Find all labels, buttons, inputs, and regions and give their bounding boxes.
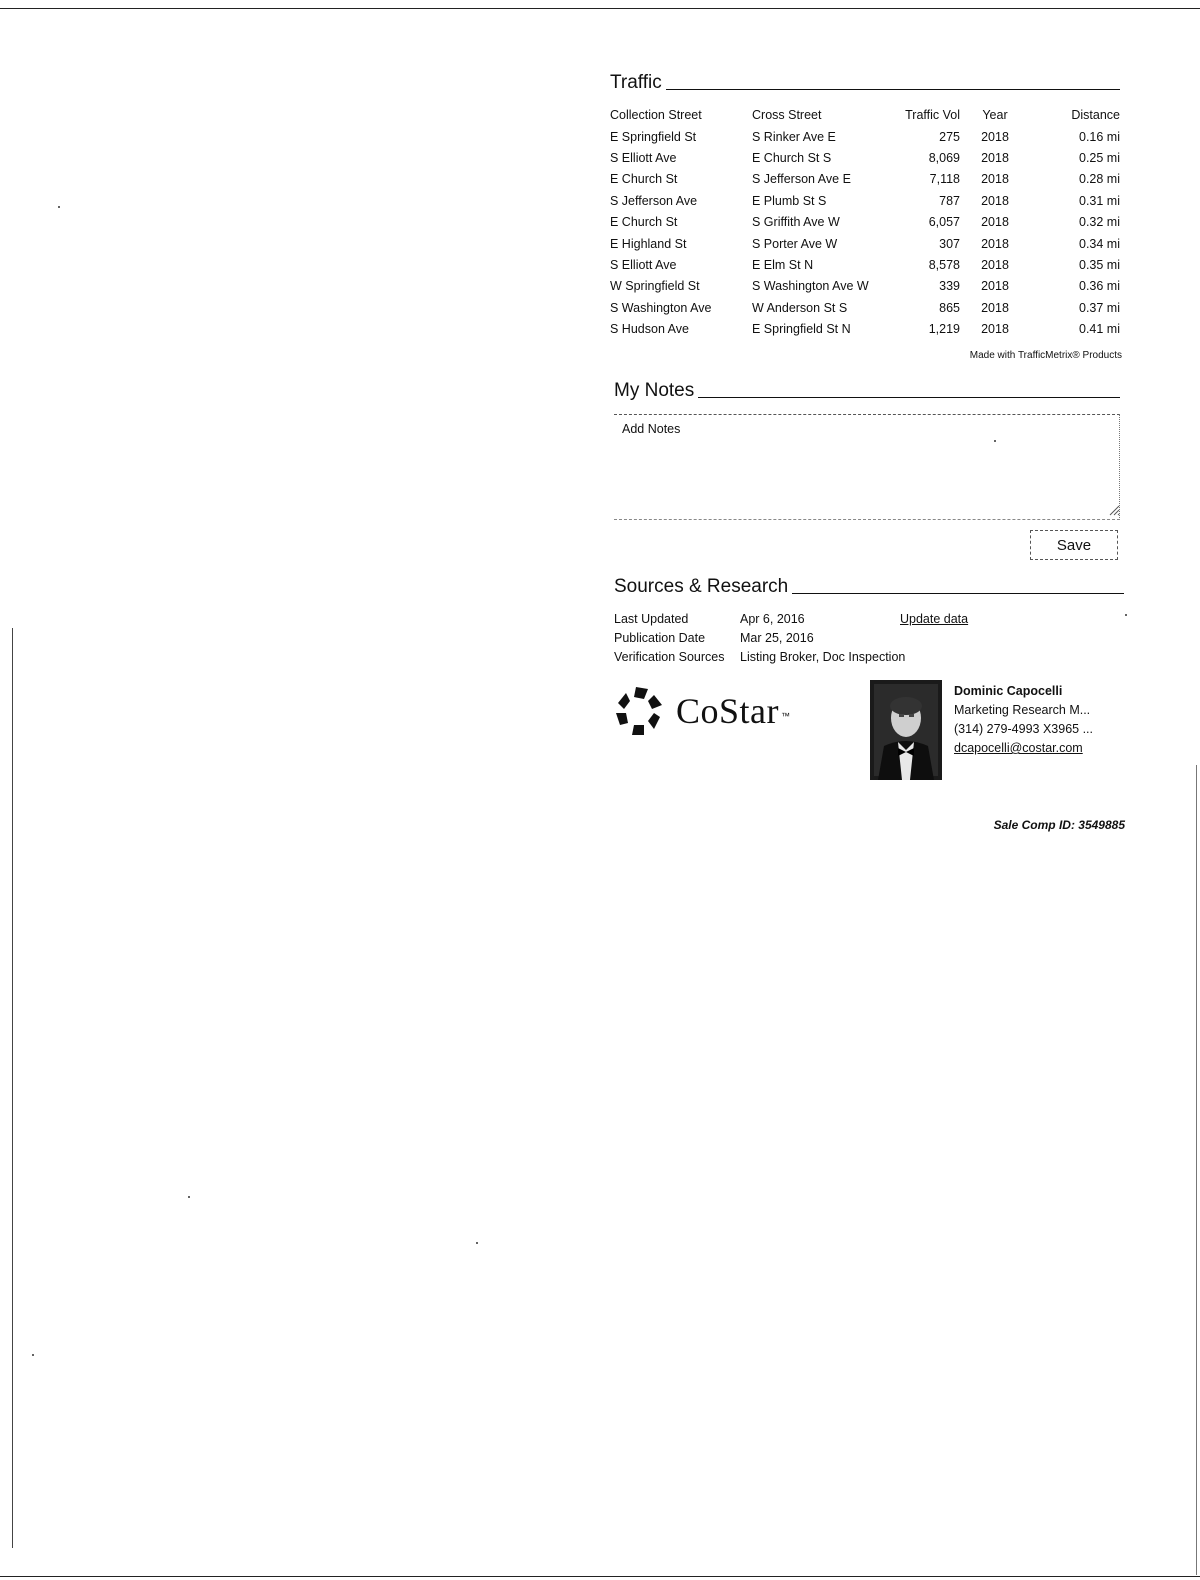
notes-section-header (614, 380, 1120, 402)
last-updated-value: Apr 6, 2016 (740, 612, 805, 626)
cell-cross-street: S Rinker Ave E (752, 129, 836, 144)
cell-cross-street: E Springfield St N (752, 322, 851, 337)
scan-speck (476, 1242, 478, 1244)
table-row (610, 276, 1120, 297)
page-bottom-rule (0, 1576, 1200, 1577)
verification-sources-label: Verification Sources (614, 650, 725, 664)
traffic-credit: Made with TrafficMetrix® Products (969, 350, 1122, 361)
cell-cross-street: E Elm St N (752, 258, 814, 273)
cell-traffic-vol: 6,057 (928, 215, 960, 230)
cell-cross-street: E Church St S (752, 151, 832, 166)
scan-speck (32, 1354, 34, 1356)
resize-grip-icon[interactable] (1108, 504, 1120, 516)
cell-collection-street: S Jefferson Ave (610, 193, 698, 208)
cell-traffic-vol: 787 (939, 193, 960, 208)
col-traffic-vol: Traffic Vol (905, 108, 960, 122)
cell-distance: 0.37 mi (1079, 300, 1120, 315)
cell-collection-street: E Church St (610, 172, 678, 187)
table-row (610, 254, 1120, 275)
cell-collection-street: E Springfield St (610, 129, 697, 144)
contact-name: Dominic Capocelli (954, 684, 1063, 698)
cell-traffic-vol: 339 (939, 279, 960, 294)
traffic-table (610, 104, 1120, 340)
cell-distance: 0.36 mi (1079, 279, 1120, 294)
cell-cross-street: S Porter Ave W (752, 236, 838, 251)
cell-year: 2018 (981, 236, 1009, 251)
cell-distance: 0.31 mi (1079, 193, 1120, 208)
last-updated-label: Last Updated (614, 612, 689, 626)
costar-logo (614, 685, 791, 737)
cell-collection-street: S Elliott Ave (610, 151, 677, 166)
scan-edge-left (12, 628, 13, 1548)
table-row (610, 126, 1120, 147)
trademark-symbol: ™ (781, 711, 791, 721)
scan-edge-right (1196, 765, 1197, 1575)
cell-distance: 0.28 mi (1079, 172, 1120, 187)
cell-traffic-vol: 7,118 (929, 172, 960, 187)
publication-date-row (614, 631, 814, 645)
cell-traffic-vol: 8,069 (928, 151, 960, 166)
contact-email-link[interactable]: dcapocelli@costar.com (954, 741, 1083, 755)
notes-textarea[interactable] (614, 414, 1120, 520)
col-collection-street: Collection Street (610, 108, 702, 122)
cell-year: 2018 (981, 129, 1009, 144)
cell-collection-street: E Highland St (610, 236, 687, 251)
cell-year: 2018 (981, 300, 1009, 315)
cell-collection-street: E Church St (610, 215, 678, 230)
table-row (610, 190, 1120, 211)
cell-distance: 0.34 mi (1079, 236, 1120, 251)
table-row (610, 169, 1120, 190)
contact-phone: (314) 279-4993 X3965 ... (954, 722, 1093, 736)
publication-date-label: Publication Date (614, 631, 706, 645)
table-row (610, 147, 1120, 168)
update-data-link[interactable]: Update data (900, 612, 969, 626)
section-rule (666, 89, 1120, 90)
cell-collection-street: W Springfield St (610, 279, 700, 294)
cell-year: 2018 (981, 322, 1009, 337)
cell-collection-street: S Hudson Ave (610, 322, 689, 337)
cell-distance: 0.25 mi (1079, 151, 1120, 166)
cell-distance: 0.32 mi (1079, 215, 1120, 230)
verification-sources-value: Listing Broker, Doc Inspection (740, 650, 906, 664)
traffic-section-header (610, 72, 1120, 94)
costar-logo-text: CoStar (676, 691, 780, 731)
cell-distance: 0.41 mi (1079, 322, 1120, 337)
costar-star-icon (614, 685, 666, 737)
page-top-rule (0, 8, 1200, 9)
table-row (610, 297, 1120, 318)
cell-traffic-vol: 865 (939, 300, 960, 315)
cell-cross-street: S Washington Ave W (752, 279, 869, 294)
table-row (610, 233, 1120, 254)
cell-year: 2018 (981, 151, 1009, 166)
cell-year: 2018 (981, 258, 1009, 273)
col-distance: Distance (1071, 108, 1120, 122)
contact-title: Marketing Research M... (954, 703, 1091, 717)
cell-year: 2018 (981, 193, 1009, 208)
notes-placeholder: Add Notes (622, 422, 681, 436)
cell-cross-street: S Jefferson Ave E (752, 172, 851, 187)
table-row (610, 212, 1120, 233)
cell-cross-street: S Griffith Ave W (752, 215, 840, 230)
verification-sources-row (614, 650, 905, 664)
col-year: Year (982, 108, 1008, 122)
traffic-header-row (610, 104, 1120, 126)
cell-cross-street: E Plumb St S (752, 193, 827, 208)
cell-traffic-vol: 8,578 (928, 258, 960, 273)
contact-card (954, 682, 1093, 758)
sources-section-header (614, 576, 1124, 598)
traffic-title: Traffic (610, 72, 662, 93)
col-cross-street: Cross Street (752, 108, 822, 122)
cell-traffic-vol: 275 (939, 129, 960, 144)
cell-distance: 0.16 mi (1079, 129, 1120, 144)
cell-distance: 0.35 mi (1079, 258, 1120, 273)
scan-speck (1125, 614, 1127, 616)
section-rule (698, 397, 1120, 398)
table-row (610, 319, 1120, 340)
cell-year: 2018 (981, 279, 1009, 294)
cell-year: 2018 (981, 215, 1009, 230)
cell-traffic-vol: 307 (939, 236, 960, 251)
cell-cross-street: W Anderson St S (752, 300, 848, 315)
cell-collection-street: S Washington Ave (610, 300, 712, 315)
sale-comp-id: Sale Comp ID: 3549885 (993, 818, 1125, 832)
save-button[interactable]: Save (1030, 530, 1118, 560)
sources-title: Sources & Research (614, 576, 789, 597)
publication-date-value: Mar 25, 2016 (740, 631, 814, 645)
contact-photo (870, 680, 942, 780)
cell-traffic-vol: 1,219 (928, 322, 960, 337)
section-rule (792, 593, 1124, 594)
scan-speck (58, 206, 60, 208)
cell-collection-street: S Elliott Ave (610, 258, 677, 273)
last-updated-row (614, 612, 805, 626)
notes-title: My Notes (614, 380, 695, 401)
costar-wordmark (676, 690, 791, 732)
scan-speck (188, 1196, 190, 1198)
cell-year: 2018 (981, 172, 1009, 187)
